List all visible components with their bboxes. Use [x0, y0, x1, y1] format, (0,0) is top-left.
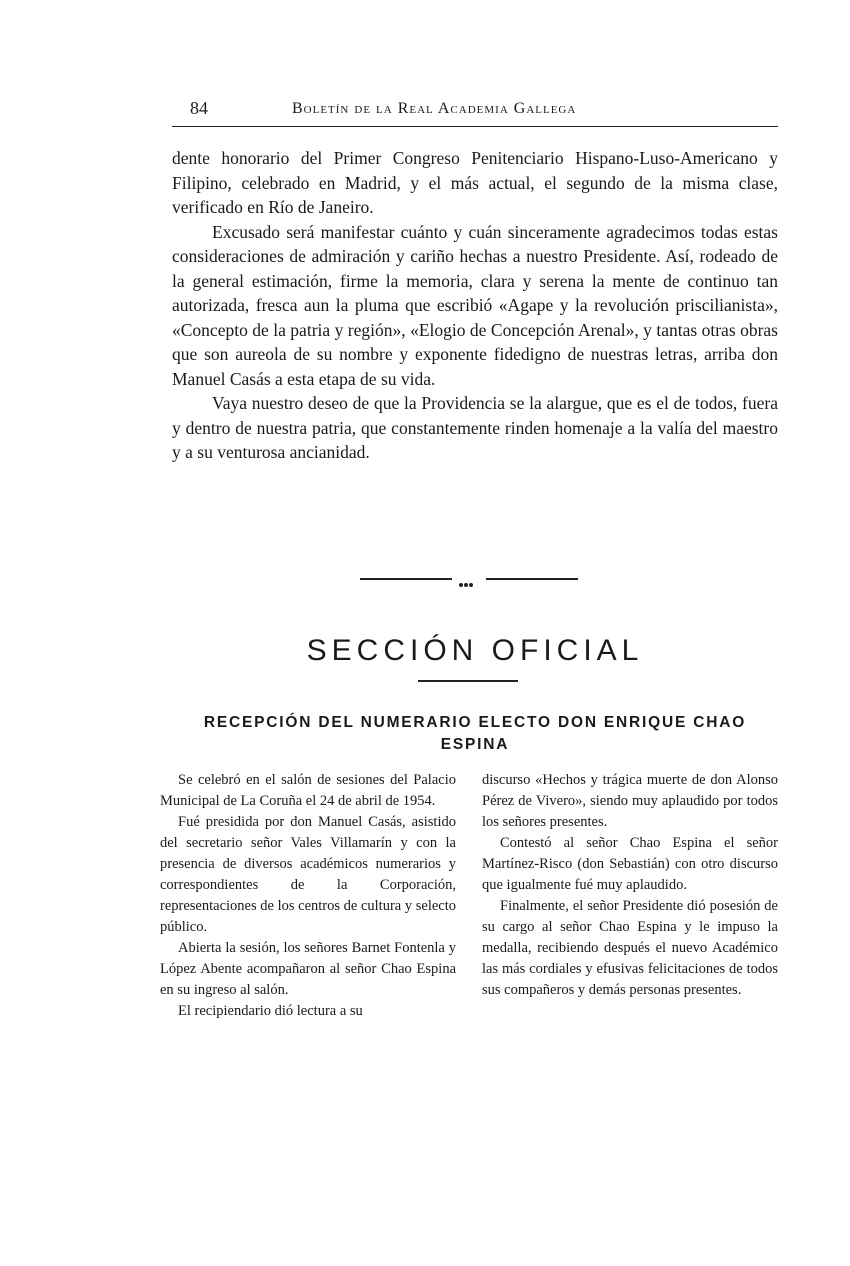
page-number: 84 — [190, 98, 208, 118]
running-title: Boletín de la Real Academia Gallega — [292, 100, 577, 117]
right-column — [482, 770, 778, 1001]
article-heading: RECEPCIÓN DEL NUMERARIO ELECTO DON ENRIQUE CHAO ESPINA — [203, 714, 747, 753]
body-paragraph-1: dente honorario del Primer Congreso Penitenciario Hispano-Luso-Americano y Filipino, celebrado en Madrid, y el más actual, el segundo de la misma clase, verificado en Río de Janeiro. — [172, 148, 778, 217]
section-title-rule — [418, 680, 518, 682]
page-header — [172, 98, 778, 127]
section-divider-ornament — [360, 576, 578, 582]
body-paragraph-2: Excusado será manifestar cuánto y cuán sinceramente agradecimos todas estas consideraciones de admiración y cariño hechas a nuestro Presidente. Así, rodeado de la general estimación, firme la memoria, clara y serena la mente de continuo tan autorizada, fresca aun la pluma que escribió «Agape y la revolución priscilianista», «Concepto de la patria y región», «Elogio de Concepción Arenal», y tantas otras obras que son aureola de su nombre y exponente fidedigno de nuestras letras, arriba don Manuel Casás a esta etapa de su vida. — [172, 221, 778, 389]
left-paragraph-3: Abierta la sesión, los señores Barnet Fontenla y López Abente acompañaron al señor Chao Espina en su ingreso al salón. — [160, 940, 456, 998]
left-paragraph-1: Se celebró en el salón de sesiones del Palacio Municipal de La Coruña el 24 de abril de 1954. — [160, 772, 456, 809]
body-paragraph-3: Vaya nuestro deseo de que la Providencia se la alargue, que es el de todos, fuera y dentro de nuestra patria, que constantemente rinden homenaje a la valía del maestro y a su venturosa ancianidad. — [172, 393, 778, 462]
right-paragraph-1: discurso «Hechos y trágica muerte de don Alonso Pérez de Vivero», siendo muy aplaudido por todos los señores presentes. — [482, 772, 778, 830]
body-text — [172, 146, 778, 465]
left-paragraph-2: Fué presidida por don Manuel Casás, asistido del secretario señor Vales Villamarín y con la presencia de diversos académicos numerarios y correspondientes de la Corporación, representaciones de los centros de cultura y selecto público. — [160, 814, 456, 935]
left-paragraph-4: El recipiendario dió lectura a su — [178, 1003, 363, 1019]
right-paragraph-2: Contestó al señor Chao Espina el señor Martínez-Risco (don Sebastián) con otro discurso que igualmente fué muy aplaudido. — [482, 835, 778, 893]
right-paragraph-3: Finalmente, el señor Presidente dió posesión de su cargo al señor Chao Espina y le impuso la medalla, recibiendo después el nuevo Académico las más cordiales y efusivas felicitaciones de todos sus compañeros y demás personas presentes. — [482, 898, 778, 998]
section-title: SECCIÓN OFICIAL — [306, 634, 644, 667]
left-column — [160, 770, 456, 1022]
